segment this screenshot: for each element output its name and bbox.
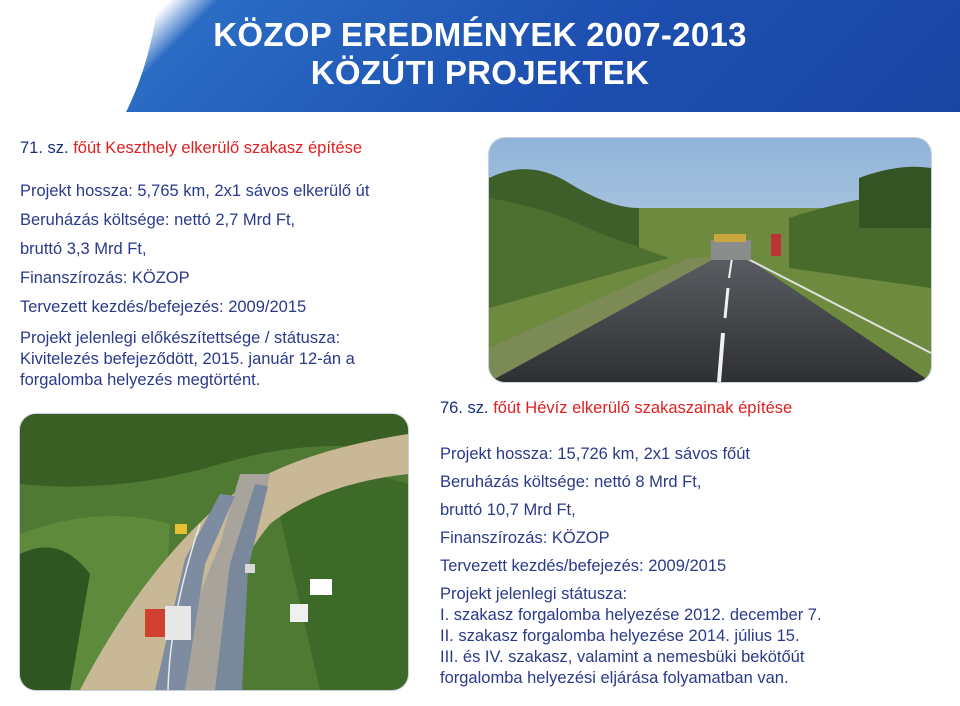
construction-image xyxy=(20,414,408,690)
project2-details xyxy=(440,440,940,689)
header-banner xyxy=(0,0,960,112)
project2-status-line: I. szakasz forgalomba helyezése 2012. december 7. xyxy=(440,606,822,624)
project1-details xyxy=(20,177,460,391)
project1-heading-name: főút Keszthely elkerülő szakasz építése xyxy=(73,139,363,157)
project1-status-line: forgalomba helyezés megtörtént. xyxy=(20,371,261,389)
project1-status-line: Kivitelezés befejeződött, 2015. január 12-án a xyxy=(20,350,355,368)
project2-status-line: Projekt jelenlegi státusza: xyxy=(440,585,628,603)
project2-heading xyxy=(440,398,792,418)
project2-status-line: forgalomba helyezési eljárása folyamatban van. xyxy=(440,669,789,687)
project2-cost-net: Beruházás költsége: nettó 8 Mrd Ft, xyxy=(440,473,702,491)
project1-length: Projekt hossza: 5,765 km, 2x1 sávos elkerülő út xyxy=(20,182,370,200)
project1-heading-number: 71. sz. xyxy=(20,139,69,157)
road-photo-hevíz xyxy=(489,138,931,382)
project1-schedule: Tervezett kezdés/befejezés: 2009/2015 xyxy=(20,298,307,316)
road-image xyxy=(489,138,931,382)
page-title xyxy=(120,16,840,92)
project1-heading xyxy=(20,138,362,158)
project1-cost-gross: bruttó 3,3 Mrd Ft, xyxy=(20,240,147,258)
project2-cost-gross: bruttó 10,7 Mrd Ft, xyxy=(440,501,576,519)
project1-status-line: Projekt jelenlegi előkészítettsége / státusza: xyxy=(20,329,341,347)
project1-financing: Finanszírozás: KÖZOP xyxy=(20,269,190,287)
project2-status-line: III. és IV. szakasz, valamint a nemesbüki bekötőút xyxy=(440,648,805,666)
project2-heading-number: 76. sz. xyxy=(440,399,489,417)
project2-schedule: Tervezett kezdés/befejezés: 2009/2015 xyxy=(440,557,727,575)
construction-photo-keszthely xyxy=(20,414,408,690)
title-line-2: KÖZÚTI PROJEKTEK xyxy=(310,54,650,91)
project2-heading-name: főút Hévíz elkerülő szakaszainak építése xyxy=(493,399,793,417)
title-line-1: KÖZOP EREDMÉNYEK 2007-2013 xyxy=(213,16,747,53)
project1-cost-net: Beruházás költsége: nettó 2,7 Mrd Ft, xyxy=(20,211,296,229)
project2-status-line: II. szakasz forgalomba helyezése 2014. július 15. xyxy=(440,627,800,645)
project2-length: Projekt hossza: 15,726 km, 2x1 sávos főút xyxy=(440,445,750,463)
project2-financing: Finanszírozás: KÖZOP xyxy=(440,529,610,547)
